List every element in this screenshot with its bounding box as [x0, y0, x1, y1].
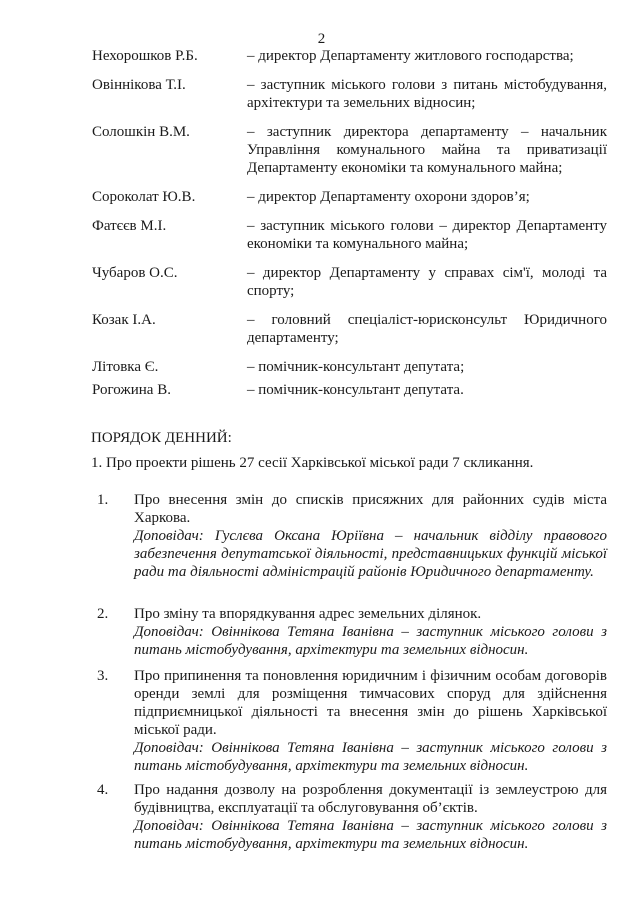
- item-number: 1.: [97, 492, 109, 508]
- attendee-row: [92, 311, 607, 347]
- agenda-item: [97, 605, 607, 659]
- attendee-list: [92, 47, 607, 399]
- item-title: Про припинення та поновлення юридичним і фізичним особам договорів оренди землі для розміщення тимчасових споруд для здійснення підприємницької діяльності та внесення змін до рішень Харківської міської ради.: [134, 668, 607, 738]
- attendee-name: Рогожина В.: [92, 382, 171, 398]
- item-title: Про зміну та впорядкування адрес земельних ділянок.: [134, 606, 482, 622]
- attendee-row: [92, 264, 607, 300]
- agenda-heading: ПОРЯДОК ДЕННИЙ:: [91, 430, 232, 446]
- agenda-item: [97, 491, 607, 581]
- attendee-row: [92, 217, 607, 253]
- attendee-role: – головний спеціаліст-юрисконсульт Юридичного департаменту;: [247, 312, 607, 346]
- attendee-name: Чубаров О.С.: [92, 265, 178, 281]
- attendee-role: – заступник міського голови з питань містобудування, архітектури та земельних відносин;: [247, 77, 607, 111]
- item-speaker: Доповідач: Овіннікова Тетяна Іванівна – заступник міського голови з питань містобудування, архітектури та земельних відносин.: [134, 624, 607, 658]
- attendee-row: [92, 381, 607, 399]
- attendee-name: Фатєєв М.І.: [92, 218, 167, 234]
- attendee-name: Солошкін В.М.: [92, 124, 190, 140]
- attendee-name: Нехорошков Р.Б.: [92, 48, 198, 64]
- attendee-name: Сороколат Ю.В.: [92, 189, 196, 205]
- page-number: 2: [317, 31, 326, 47]
- attendee-role: – директор Департаменту у справах сім'ї, молоді та спорту;: [247, 265, 607, 299]
- item-title: Про надання дозволу на розроблення документації із землеустрою для будівництва, експлуатації та обслуговування об’єктів.: [134, 782, 607, 816]
- attendee-role: – помічник-консультант депутата.: [247, 382, 464, 398]
- attendee-role: – директор Департаменту житлового господарства;: [247, 48, 574, 64]
- agenda-item: [97, 667, 607, 775]
- attendee-row: [92, 47, 607, 65]
- attendee-role: – заступник директора департаменту – начальник Управління комунального майна та приватизації Департаменту економіки та комунального майна;: [247, 124, 607, 176]
- item-speaker: Доповідач: Овіннікова Тетяна Іванівна – заступник міського голови з питань містобудування, архітектури та земельних відносин.: [134, 818, 607, 852]
- attendee-row: [92, 76, 607, 112]
- attendee-name: Козак І.А.: [92, 312, 156, 328]
- item-number: 2.: [97, 606, 109, 622]
- item-number: 3.: [97, 668, 109, 684]
- attendee-role: – директор Департаменту охорони здоров’я;: [247, 189, 530, 205]
- item-title: Про внесення змін до списків присяжних для районних судів міста Харкова.: [134, 492, 607, 526]
- attendee-role: – помічник-консультант депутата;: [247, 359, 465, 375]
- attendee-role: – заступник міського голови – директор Департаменту економіки та комунального майна;: [247, 218, 607, 252]
- attendee-name: Овіннікова Т.І.: [92, 77, 186, 93]
- attendee-row: [92, 358, 607, 376]
- attendee-row: [92, 188, 607, 206]
- attendee-row: [92, 123, 607, 177]
- item-number: 4.: [97, 782, 109, 798]
- item-speaker: Доповідач: Овіннікова Тетяна Іванівна – заступник міського голови з питань містобудування, архітектури та земельних відносин.: [134, 740, 607, 774]
- item-speaker: Доповідач: Гуслєва Оксана Юріївна – начальник відділу правового забезпечення депутатської діяльності, представницьких функцій міської ради та діяльності адміністрацій районів Юридичного департаменту.: [134, 528, 607, 580]
- agenda-item: [97, 781, 607, 853]
- agenda-intro: 1. Про проекти рішень 27 сесії Харківської міської ради 7 скликання.: [91, 455, 534, 471]
- attendee-name: Літовка Є.: [92, 359, 159, 375]
